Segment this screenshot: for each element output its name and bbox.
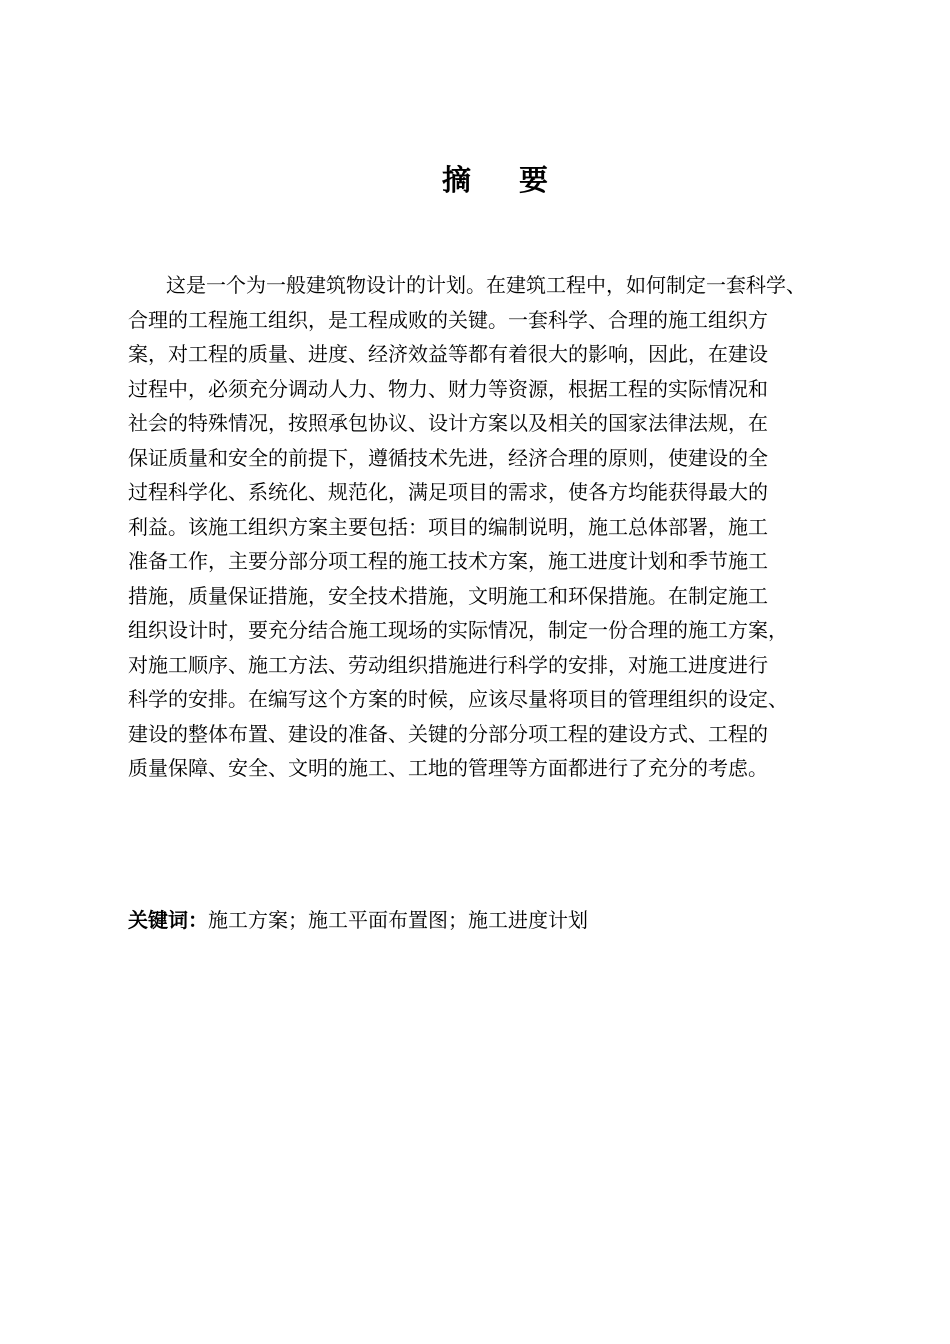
keywords-value: 施工方案；施工平面布置图；施工进度计划 — [208, 908, 588, 932]
abstract-line: 案，对工程的质量、进度、经济效益等都有着很大的影响，因此，在建设 — [128, 342, 768, 366]
keywords-line — [128, 902, 588, 938]
abstract-line: 这是一个为一般建筑物设计的计划。在建筑工程中，如何制定一套科学、 — [166, 273, 806, 297]
abstract-line: 对施工顺序、施工方法、劳动组织措施进行科学的安排，对施工进度进行 — [128, 652, 768, 677]
title-char-1: 摘 — [441, 163, 471, 197]
abstract-line: 建设的整体布置、建设的准备、关键的分部分项工程的建设方式、工程的 — [128, 721, 768, 746]
keywords-label: 关键词： — [128, 908, 208, 932]
abstract-line: 保证质量和安全的前提下，遵循技术先进，经济合理的原则，使建设的全 — [128, 445, 768, 470]
abstract-line: 合理的工程施工组织，是工程成败的关键。一套科学、合理的施工组织方 — [128, 307, 768, 332]
page-title — [0, 160, 950, 200]
title-char-2: 要 — [519, 163, 549, 197]
abstract-line: 措施，质量保证措施，安全技术措施，文明施工和环保措施。在制定施工 — [128, 583, 768, 608]
abstract-line: 过程科学化、系统化、规范化，满足项目的需求，使各方均能获得最大的 — [128, 480, 768, 504]
abstract-line: 准备工作，主要分部分项工程的施工技术方案，施工进度计划和季节施工 — [128, 549, 768, 573]
abstract-body — [128, 268, 868, 786]
abstract-line: 社会的特殊情况，按照承包协议、设计方案以及相关的国家法律法规，在 — [128, 411, 768, 435]
abstract-line: 质量保障、安全、文明的施工、工地的管理等方面都进行了充分的考虑。 — [128, 756, 768, 780]
abstract-line: 组织设计时，要充分结合施工现场的实际情况，制定一份合理的施工方案， — [128, 618, 788, 642]
abstract-line: 利益。该施工组织方案主要包括：项目的编制说明，施工总体部署，施工 — [128, 514, 768, 539]
abstract-line: 科学的安排。在编写这个方案的时候，应该尽量将项目的管理组织的设定、 — [128, 687, 788, 711]
abstract-line: 过程中，必须充分调动人力、物力、财力等资源，根据工程的实际情况和 — [128, 376, 768, 401]
